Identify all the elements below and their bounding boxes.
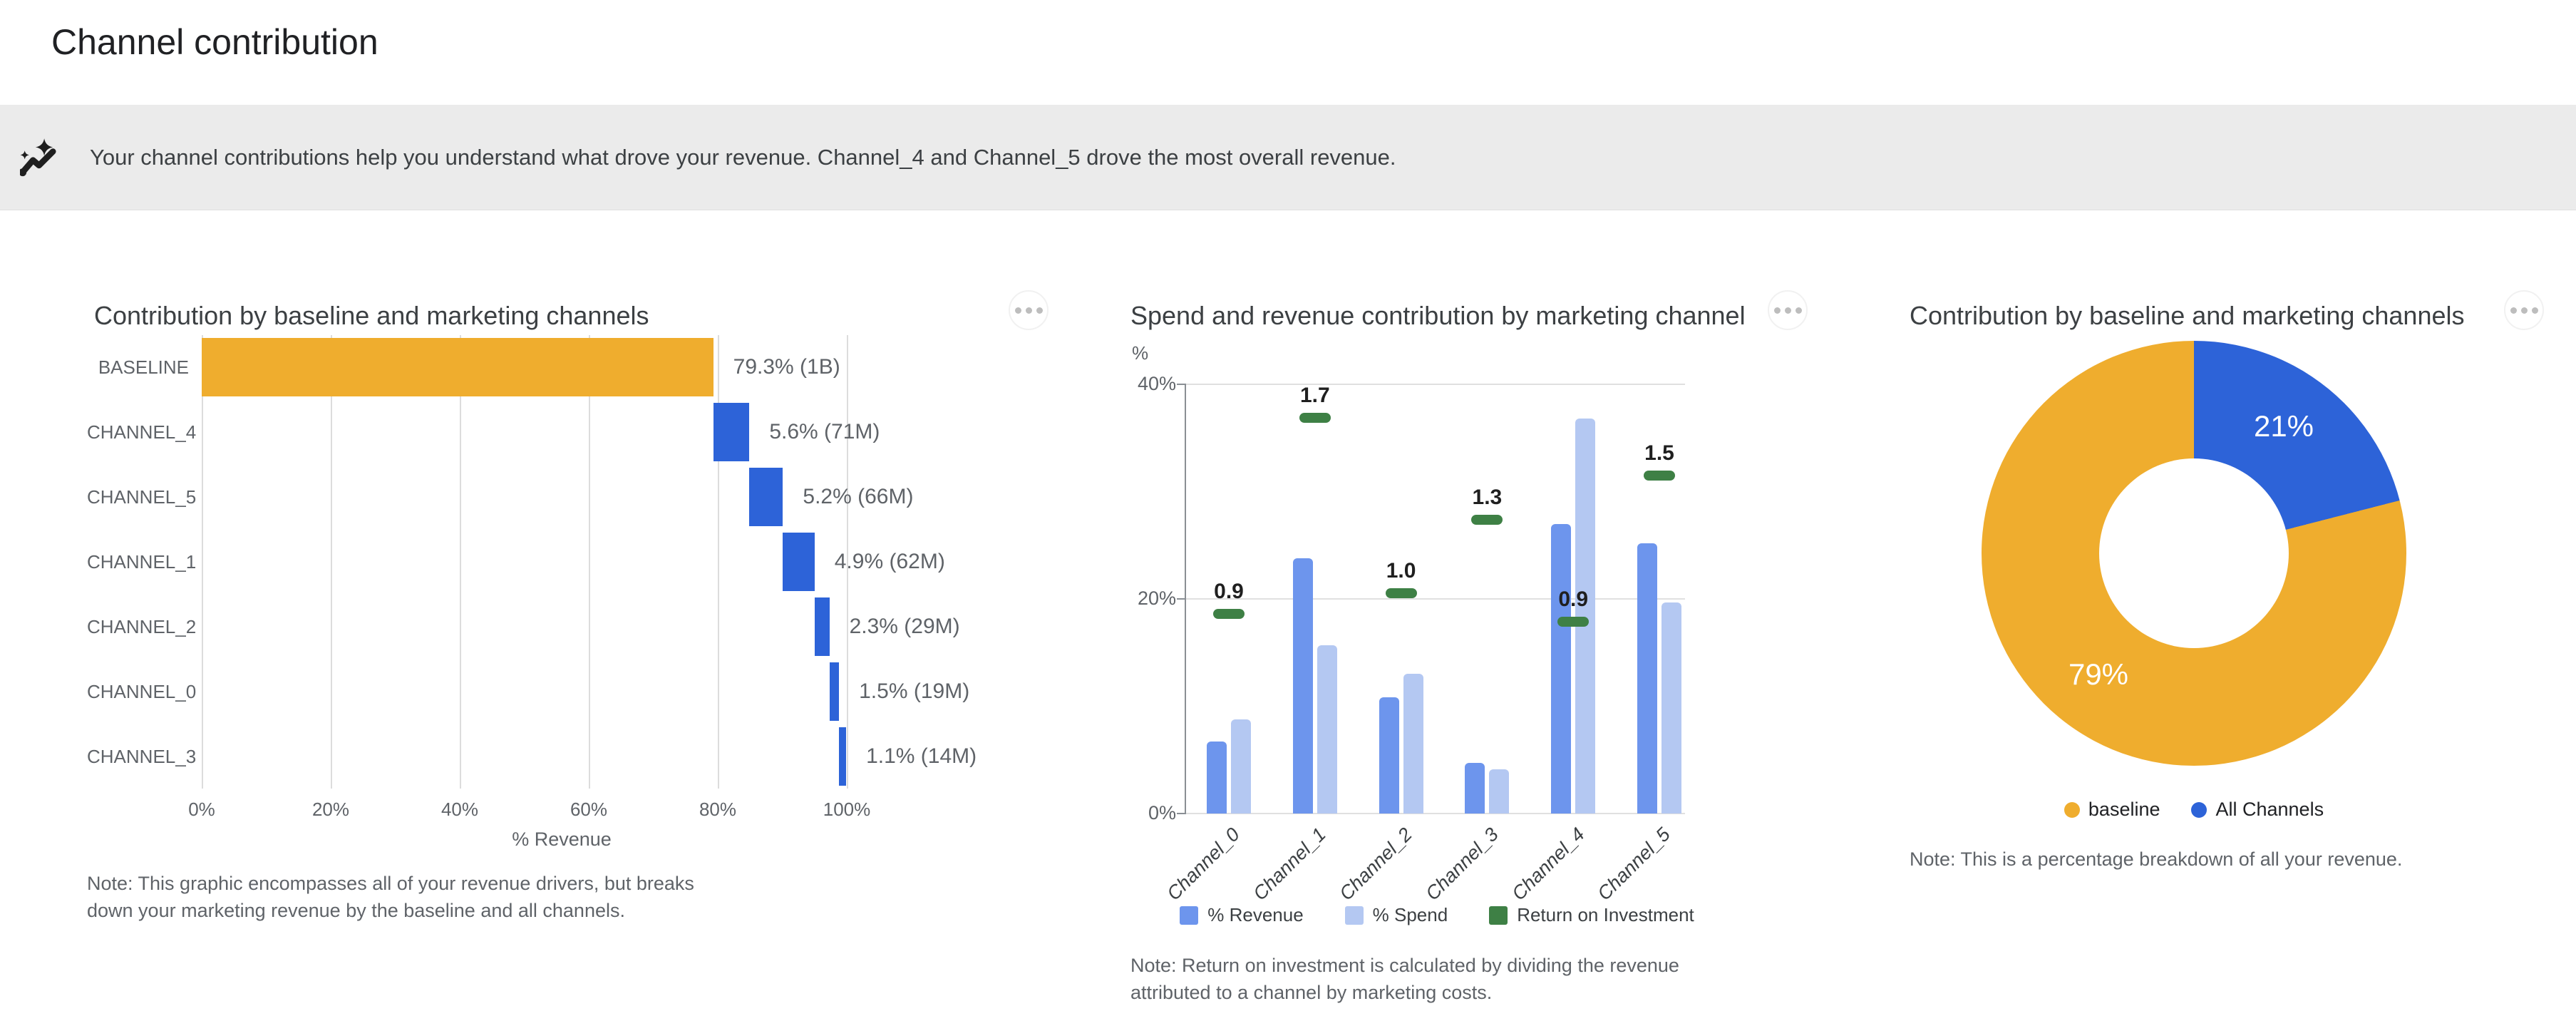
- insight-banner: [0, 105, 2576, 210]
- waterfall-x-tick: 60%: [570, 799, 608, 820]
- legend-label: baseline: [2088, 799, 2160, 820]
- waterfall-note: Note: This graphic encompasses all of your revenue drivers, but breaks down your marketing revenue by the baseline and all channels.: [87, 873, 694, 921]
- grouped-x-label: Channel_2: [1335, 824, 1416, 905]
- waterfall-value-label: 2.3% (29M): [849, 614, 960, 638]
- waterfall-x-tick: 80%: [699, 799, 737, 820]
- roi-value-label: 1.7: [1299, 383, 1330, 407]
- waterfall-x-tick: 20%: [311, 799, 350, 820]
- grouped-axis-tick: [1177, 813, 1186, 814]
- roi-marker: [1644, 471, 1675, 481]
- spend-bar: [1489, 769, 1509, 814]
- roi-value-label: 0.9: [1558, 587, 1589, 611]
- waterfall-gridline: [331, 335, 332, 789]
- roi-marker: [1557, 617, 1589, 627]
- waterfall-row-label: CHANNEL_4: [87, 421, 197, 443]
- donut-slice-label: 21%: [2253, 409, 2314, 443]
- waterfall-row-label: CHANNEL_2: [87, 615, 197, 637]
- menu-dot: [1785, 307, 1791, 314]
- spend-revenue-chart-card: [1130, 299, 1808, 1021]
- waterfall-bar: [783, 533, 814, 591]
- grouped-y-tick: 0%: [1148, 802, 1176, 824]
- more-options-button[interactable]: [1768, 290, 1808, 330]
- more-options-button[interactable]: [1009, 290, 1049, 330]
- waterfall-row-label: BASELINE: [98, 356, 189, 379]
- spend-bar: [1661, 602, 1681, 814]
- grouped-gridline: [1186, 813, 1685, 814]
- legend-item: [1345, 904, 1448, 926]
- roi-value-label: 1.3: [1472, 485, 1503, 509]
- waterfall-value-label: 4.9% (62M): [834, 550, 945, 573]
- revenue-bar: [1379, 697, 1399, 814]
- spend-bar: [1231, 719, 1251, 814]
- menu-dot: [1796, 307, 1802, 314]
- grouped-x-label: Channel_0: [1163, 824, 1245, 905]
- legend-dot: [2064, 802, 2080, 818]
- roi-value-label: 0.9: [1214, 580, 1244, 604]
- waterfall-plot-area: [202, 335, 977, 789]
- page-title: Channel contribution: [51, 22, 378, 62]
- waterfall-row-label: CHANNEL_5: [87, 486, 197, 508]
- waterfall-x-tick: 0%: [188, 799, 215, 820]
- legend-label: % Spend: [1372, 904, 1448, 925]
- donut-chart: [1982, 341, 2406, 766]
- legend-swatch: [1489, 906, 1508, 925]
- legend-label: % Revenue: [1207, 904, 1304, 925]
- roi-marker: [1299, 413, 1331, 423]
- menu-dot: [2532, 307, 2538, 314]
- revenue-bar: [1551, 524, 1571, 814]
- revenue-bar: [1465, 763, 1485, 814]
- donut-note: Note: This is a percentage breakdown of all your revenue.: [1910, 848, 2403, 870]
- grouped-gridline: [1186, 598, 1685, 600]
- roi-value-label: 1.0: [1386, 559, 1416, 583]
- waterfall-bar: [749, 468, 783, 526]
- grouped-y-tick: 20%: [1137, 588, 1176, 609]
- waterfall-x-axis-title: % Revenue: [512, 828, 612, 850]
- menu-dot: [1015, 307, 1021, 314]
- roi-marker: [1386, 588, 1417, 598]
- trend-sparkle-icon: [20, 138, 60, 178]
- waterfall-gridline: [460, 335, 461, 789]
- legend-swatch: [1345, 906, 1364, 925]
- waterfall-row-label: CHANNEL_1: [87, 551, 197, 573]
- grouped-gridline: [1186, 384, 1685, 385]
- waterfall-bar: [830, 662, 840, 721]
- menu-dot: [1036, 307, 1043, 314]
- revenue-bar: [1207, 742, 1227, 814]
- waterfall-value-label: 79.3% (1B): [733, 355, 840, 379]
- grouped-x-label: Channel_3: [1421, 824, 1503, 905]
- donut-chart-card: [1910, 299, 2576, 1012]
- menu-dot: [2521, 307, 2528, 314]
- donut-hole: [2099, 458, 2289, 648]
- legend-item: [1489, 904, 1694, 926]
- grouped-axis-tick: [1177, 598, 1186, 600]
- roi-marker: [1471, 515, 1503, 525]
- grouped-y-tick: 40%: [1137, 373, 1176, 394]
- waterfall-gridline: [202, 335, 203, 789]
- revenue-bar: [1293, 558, 1313, 814]
- spend-bar: [1403, 674, 1423, 814]
- spend-revenue-chart-title: Spend and revenue contribution by marketing channel: [1130, 301, 1746, 330]
- grouped-x-label: Channel_5: [1593, 824, 1675, 905]
- waterfall-bar: [815, 597, 830, 656]
- roi-note: Note: Return on investment is calculated by dividing the revenue attributed to a channel by marketing costs.: [1130, 955, 1679, 1003]
- menu-dot: [2510, 307, 2517, 314]
- donut-chart-title: Contribution by baseline and marketing channels: [1910, 301, 2465, 330]
- legend-swatch: [1180, 906, 1198, 925]
- roi-marker: [1213, 609, 1245, 619]
- grouped-x-label: Channel_4: [1507, 824, 1589, 905]
- legend-label: Return on Investment: [1517, 904, 1694, 925]
- donut-slice-label: 79%: [2068, 657, 2129, 691]
- waterfall-row-label: CHANNEL_3: [87, 745, 197, 767]
- more-options-button[interactable]: [2504, 290, 2544, 330]
- legend-item: [2191, 799, 2324, 821]
- waterfall-value-label: 1.1% (14M): [866, 744, 977, 768]
- menu-dot: [1026, 307, 1032, 314]
- roi-value-label: 1.5: [1644, 441, 1674, 465]
- grouped-bar-legend: [1159, 904, 1715, 926]
- legend-item: [1180, 904, 1303, 926]
- waterfall-bar: [202, 338, 713, 396]
- donut-legend: [1982, 799, 2406, 821]
- waterfall-x-tick: 100%: [823, 799, 871, 820]
- y-axis-unit-label: %: [1132, 342, 1149, 364]
- revenue-bar: [1637, 543, 1657, 814]
- menu-dot: [1774, 307, 1781, 314]
- waterfall-chart-title: Contribution by baseline and marketing channels: [94, 301, 649, 330]
- grouped-x-label: Channel_1: [1249, 824, 1331, 905]
- waterfall-x-tick: 40%: [441, 799, 479, 820]
- waterfall-bar: [713, 403, 750, 461]
- legend-label: All Channels: [2215, 799, 2324, 820]
- waterfall-value-label: 1.5% (19M): [859, 679, 970, 703]
- waterfall-gridline: [589, 335, 590, 789]
- grouped-axis-tick: [1177, 384, 1186, 385]
- insight-banner-text: Your channel contributions help you understand what drove your revenue. Channel_4 and Channel_5 drove the most overall revenue.: [90, 144, 1396, 170]
- legend-dot: [2191, 802, 2207, 818]
- waterfall-chart-card: [87, 299, 1049, 1012]
- legend-item: [2064, 799, 2160, 821]
- grouped-bar-plot-area: [1163, 383, 1685, 905]
- waterfall-bar: [839, 727, 846, 786]
- spend-bar: [1317, 645, 1337, 814]
- waterfall-row-label: CHANNEL_0: [87, 680, 197, 702]
- waterfall-value-label: 5.2% (66M): [803, 485, 914, 509]
- waterfall-value-label: 5.6% (71M): [769, 420, 880, 444]
